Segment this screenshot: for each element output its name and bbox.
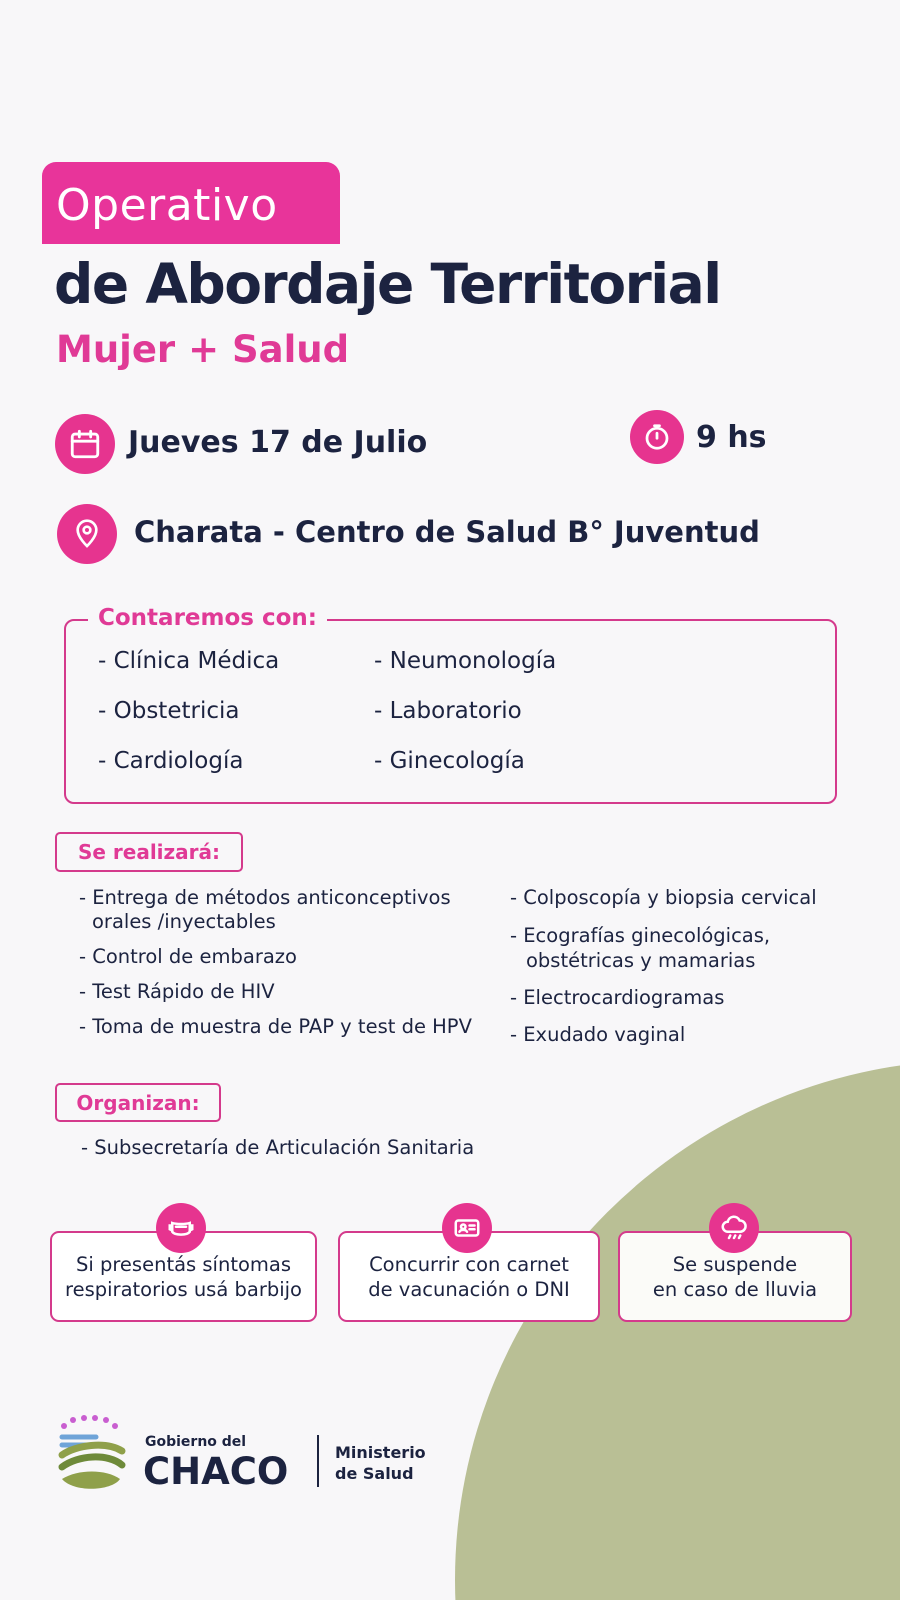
procedure-item-continued: orales /inyectables xyxy=(92,910,276,933)
organizers-heading: Organizan: xyxy=(55,1083,221,1122)
mask-icon xyxy=(156,1203,206,1253)
ministry-line: Ministerio xyxy=(335,1443,426,1462)
procedure-item: - Electrocardiogramas xyxy=(510,986,725,1009)
note-line: Se suspende xyxy=(672,1252,798,1276)
note-line: de vacunación o DNI xyxy=(368,1277,570,1301)
decorative-olive-circle xyxy=(455,1060,900,1600)
page-title: de Abordaje Territorial xyxy=(54,252,721,316)
location-pin-icon xyxy=(57,504,117,564)
procedures-heading: Se realizará: xyxy=(55,832,243,872)
id-card-icon xyxy=(442,1203,492,1253)
service-item: - Ginecología xyxy=(374,748,525,774)
service-item: - Clínica Médica xyxy=(98,648,280,674)
procedure-item: - Toma de muestra de PAP y test de HPV xyxy=(79,1015,472,1038)
service-item: - Laboratorio xyxy=(374,698,522,724)
procedure-item: - Exudado vaginal xyxy=(510,1023,686,1046)
logo-divider xyxy=(317,1435,319,1487)
chaco-logo-mark xyxy=(56,1415,131,1495)
gov-label: Gobierno del xyxy=(145,1434,247,1450)
procedure-item: - Entrega de métodos anticonceptivos xyxy=(79,886,451,909)
note-line: Concurrir con carnet xyxy=(369,1252,569,1276)
service-item: - Obstetricia xyxy=(98,698,240,724)
procedure-item-continued: obstétricas y mamarias xyxy=(526,949,756,972)
ministry-line: de Salud xyxy=(335,1464,414,1483)
note-line: respiratorios usá barbijo xyxy=(65,1277,302,1301)
operativo-tag: Operativo xyxy=(42,162,340,244)
procedure-item: - Ecografías ginecológicas, xyxy=(510,924,771,947)
event-time: 9 hs xyxy=(696,420,767,455)
procedure-item: - Colposcopía y biopsia cervical xyxy=(510,886,817,909)
event-location: Charata - Centro de Salud B° Juventud xyxy=(134,515,760,549)
note-line: Si presentás síntomas xyxy=(75,1252,292,1276)
organizer-item: - Subsecretaría de Articulación Sanitaria xyxy=(81,1136,475,1159)
services-heading: Contaremos con: xyxy=(88,605,327,631)
procedure-item: - Test Rápido de HIV xyxy=(79,980,275,1003)
service-item: - Neumonología xyxy=(374,648,557,674)
event-date: Jueves 17 de Julio xyxy=(128,425,428,460)
service-item: - Cardiología xyxy=(98,748,244,774)
chaco-wordmark: CHACO xyxy=(143,1450,289,1493)
page-subtitle: Mujer + Salud xyxy=(56,328,350,371)
rain-cloud-icon xyxy=(709,1203,759,1253)
note-line: en caso de lluvia xyxy=(652,1277,818,1301)
calendar-icon xyxy=(55,414,115,474)
procedure-item: - Control de embarazo xyxy=(79,945,297,968)
stopwatch-icon xyxy=(630,410,684,464)
